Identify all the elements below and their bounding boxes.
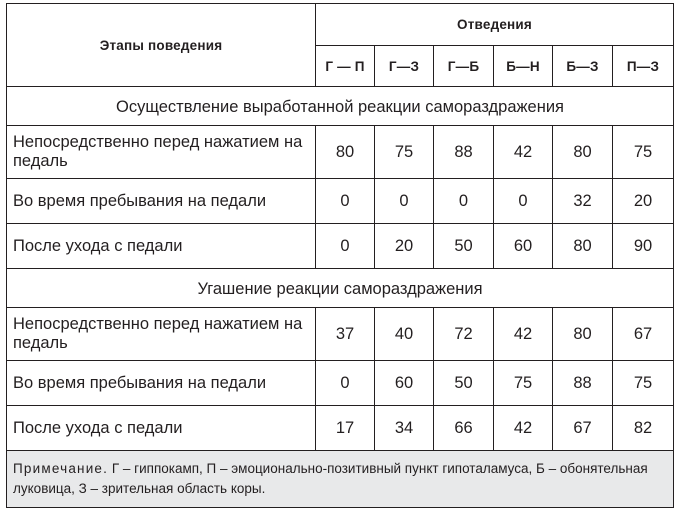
table-cell: 80: [553, 126, 613, 179]
table-cell: 75: [613, 361, 674, 406]
table-cell: 17: [316, 406, 375, 451]
column-header: Г—Б: [434, 46, 494, 87]
stage-label: Во время пребывания на педали: [7, 179, 316, 224]
table-cell: 0: [316, 361, 375, 406]
column-header: Б—З: [553, 46, 613, 87]
table-cell: 80: [553, 308, 613, 361]
table-row: [7, 361, 674, 406]
table-cell: 42: [494, 406, 553, 451]
column-header: П—З: [613, 46, 674, 87]
stage-label: После ухода с педали: [7, 224, 316, 269]
table-cell: 34: [375, 406, 434, 451]
table-cell: 67: [553, 406, 613, 451]
table-cell: 50: [434, 361, 494, 406]
table-cell: 88: [434, 126, 494, 179]
table-cell: 67: [613, 308, 674, 361]
table-cell: 0: [316, 224, 375, 269]
column-header: Г — П: [316, 46, 375, 87]
table-cell: 20: [375, 224, 434, 269]
stage-label: После ухода с педали: [7, 406, 316, 451]
table-cell: 60: [494, 224, 553, 269]
table-row: [7, 179, 674, 224]
table-cell: 60: [375, 361, 434, 406]
note-text: Г – гиппокамп, П – эмоционально-позитивный пункт гипоталамуса, Б – обонятельная луковица, З – зрительная область коры.: [13, 461, 648, 496]
stage-label: Непосредственно перед нажатием на педаль: [7, 308, 316, 361]
table-cell: 75: [375, 126, 434, 179]
table-cell: 66: [434, 406, 494, 451]
note-lead: Примечание.: [13, 461, 109, 476]
stage-label: Во время пребывания на педали: [7, 361, 316, 406]
section-title: Осуществление выработанной реакции самораздражения: [7, 87, 674, 126]
table-cell: 72: [434, 308, 494, 361]
table-row: [7, 126, 674, 179]
table-cell: 40: [375, 308, 434, 361]
column-header: Г—З: [375, 46, 434, 87]
table-row: [7, 406, 674, 451]
table-cell: 75: [613, 126, 674, 179]
column-header: Б—Н: [494, 46, 553, 87]
table-cell: 0: [375, 179, 434, 224]
stages-header: Этапы поведения: [7, 4, 316, 87]
data-table: [6, 3, 674, 508]
table-cell: 80: [316, 126, 375, 179]
table-cell: 50: [434, 224, 494, 269]
table-cell: 75: [494, 361, 553, 406]
table-cell: 90: [613, 224, 674, 269]
table-cell: 88: [553, 361, 613, 406]
stage-label: Непосредственно перед нажатием на педаль: [7, 126, 316, 179]
table-row: [7, 224, 674, 269]
table-cell: 37: [316, 308, 375, 361]
table-row: [7, 308, 674, 361]
table-cell: 0: [434, 179, 494, 224]
table-cell: 20: [613, 179, 674, 224]
table-cell: 0: [494, 179, 553, 224]
table-cell: 80: [553, 224, 613, 269]
section-title: Угашение реакции самораздражения: [7, 269, 674, 308]
table-cell: 42: [494, 308, 553, 361]
table-cell: 42: [494, 126, 553, 179]
leads-group-header: Отведения: [316, 4, 674, 46]
table-note: [7, 451, 674, 508]
table-cell: 0: [316, 179, 375, 224]
table-cell: 82: [613, 406, 674, 451]
table-cell: 32: [553, 179, 613, 224]
